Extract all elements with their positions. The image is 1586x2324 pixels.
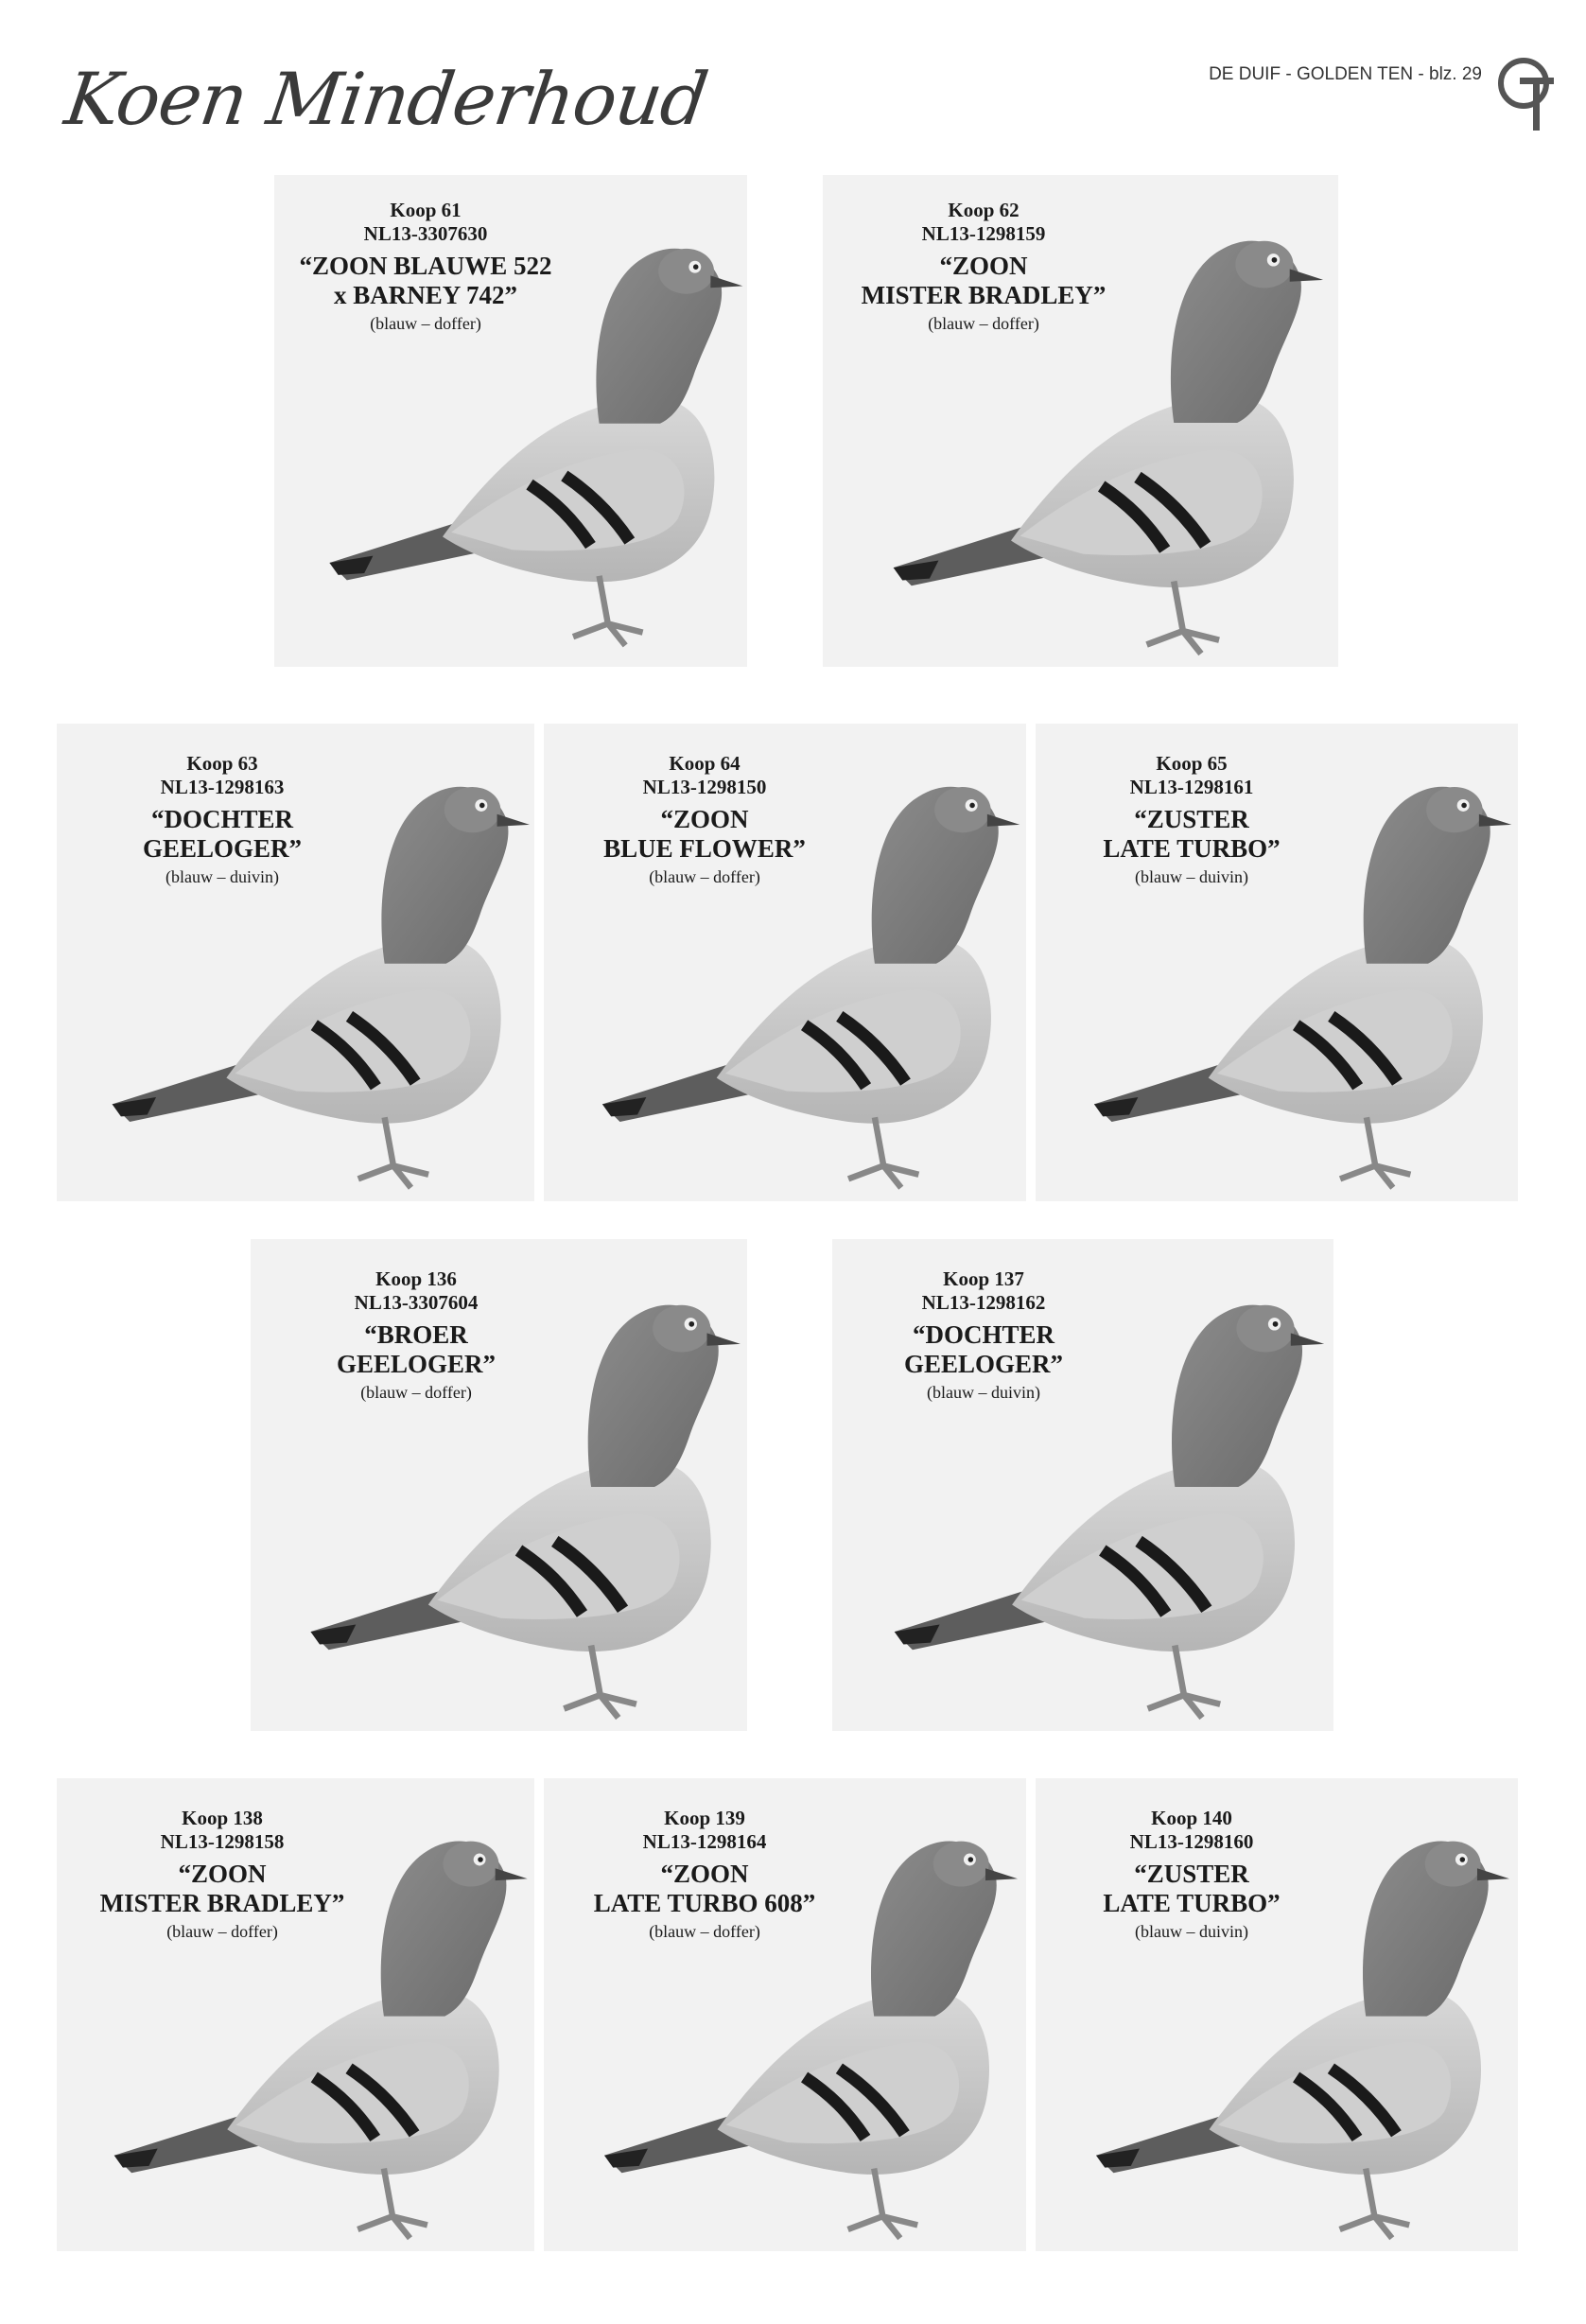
lot-number: Koop 65 (1156, 752, 1228, 775)
ring-number: NL13-1298164 (642, 1830, 767, 1853)
lot-number: Koop 137 (943, 1267, 1024, 1290)
publication-header: DE DUIF - GOLDEN TEN - blz. 29 (1209, 64, 1482, 84)
golden-ten-logo-icon (1491, 49, 1558, 134)
pigeon-caption (52, 1807, 392, 1943)
pigeon-name-line1: “DOCHTER (150, 805, 294, 833)
pigeon-caption (52, 752, 392, 888)
pigeon-name-line2: MISTER BRADLEY” (861, 281, 1107, 309)
pigeon-name-line1: “ZOON (660, 805, 749, 833)
pigeon-color-sex: (blauw – doffer) (649, 867, 760, 886)
pigeon-color-sex: (blauw – doffer) (370, 314, 481, 333)
pigeon-name (534, 805, 875, 864)
pigeon-name-line2: x BARNEY 742” (333, 281, 517, 309)
pigeon-name (255, 252, 596, 310)
pigeon-caption (813, 1267, 1154, 1404)
ring-number: NL13-1298150 (642, 776, 767, 798)
lot-number: Koop 136 (375, 1267, 457, 1290)
lot-number: Koop 138 (182, 1807, 263, 1829)
pigeon-color-sex: (blauw – doffer) (360, 1383, 472, 1402)
pigeon-name (813, 252, 1154, 310)
lot-number: Koop 62 (948, 199, 1020, 221)
ring-number: NL13-1298162 (921, 1291, 1046, 1314)
pigeon-name (246, 1320, 586, 1379)
ring-number: NL13-3307604 (354, 1291, 479, 1314)
ring-number: NL13-1298163 (160, 776, 285, 798)
pigeon-name-line1: “BROER (364, 1320, 468, 1349)
pigeon-caption (1021, 752, 1362, 888)
pigeon-caption (246, 1267, 586, 1404)
pigeon-color-sex: (blauw – doffer) (166, 1922, 278, 1941)
pigeon-name-line2: LATE TURBO” (1103, 1889, 1281, 1917)
pigeon-name-line2: GEELOGER” (903, 1350, 1064, 1378)
pigeon-name-line2: LATE TURBO 608” (593, 1889, 816, 1917)
page-title: Koen Minderhoud (60, 57, 713, 141)
pigeon-name (813, 1320, 1154, 1379)
pigeon-name-line1: “ZOON (660, 1860, 749, 1888)
pigeon-name (1021, 805, 1362, 864)
pigeon-caption (1021, 1807, 1362, 1943)
pigeon-caption (534, 1807, 875, 1943)
pigeon-name-line2: MISTER BRADLEY” (99, 1889, 345, 1917)
pigeon-name (52, 805, 392, 864)
pigeon-color-sex: (blauw – doffer) (928, 314, 1039, 333)
ring-number: NL13-1298159 (921, 222, 1046, 245)
pigeon-color-sex: (blauw – doffer) (649, 1922, 760, 1941)
lot-number: Koop 63 (186, 752, 258, 775)
ring-number: NL13-1298160 (1129, 1830, 1254, 1853)
pigeon-name-line2: GEELOGER” (142, 834, 303, 863)
pigeon-name-line1: “ZOON (178, 1860, 267, 1888)
pigeon-name-line1: “ZUSTER (1134, 805, 1249, 833)
pigeon-name-line2: LATE TURBO” (1103, 834, 1281, 863)
lot-number: Koop 140 (1151, 1807, 1232, 1829)
pigeon-name (1021, 1860, 1362, 1918)
pigeon-caption (534, 752, 875, 888)
pigeon-caption (813, 199, 1154, 335)
pigeon-caption (255, 199, 596, 335)
ring-number: NL13-3307630 (363, 222, 488, 245)
ring-number: NL13-1298158 (160, 1830, 285, 1853)
pigeon-color-sex: (blauw – duivin) (927, 1383, 1040, 1402)
lot-number: Koop 139 (664, 1807, 745, 1829)
ring-number: NL13-1298161 (1129, 776, 1254, 798)
pigeon-name-line2: GEELOGER” (336, 1350, 497, 1378)
pigeon-name-line1: “ZOON (939, 252, 1028, 280)
lot-number: Koop 61 (390, 199, 462, 221)
pigeon-color-sex: (blauw – duivin) (1135, 867, 1248, 886)
pigeon-name (534, 1860, 875, 1918)
pigeon-name-line1: “ZOON BLAUWE 522 (299, 252, 552, 280)
pigeon-name-line1: “ZUSTER (1134, 1860, 1249, 1888)
pigeon-color-sex: (blauw – duivin) (1135, 1922, 1248, 1941)
pigeon-name (52, 1860, 392, 1918)
pigeon-name-line1: “DOCHTER (912, 1320, 1055, 1349)
pigeon-name-line2: BLUE FLOWER” (603, 834, 806, 863)
lot-number: Koop 64 (669, 752, 741, 775)
pigeon-color-sex: (blauw – duivin) (166, 867, 279, 886)
